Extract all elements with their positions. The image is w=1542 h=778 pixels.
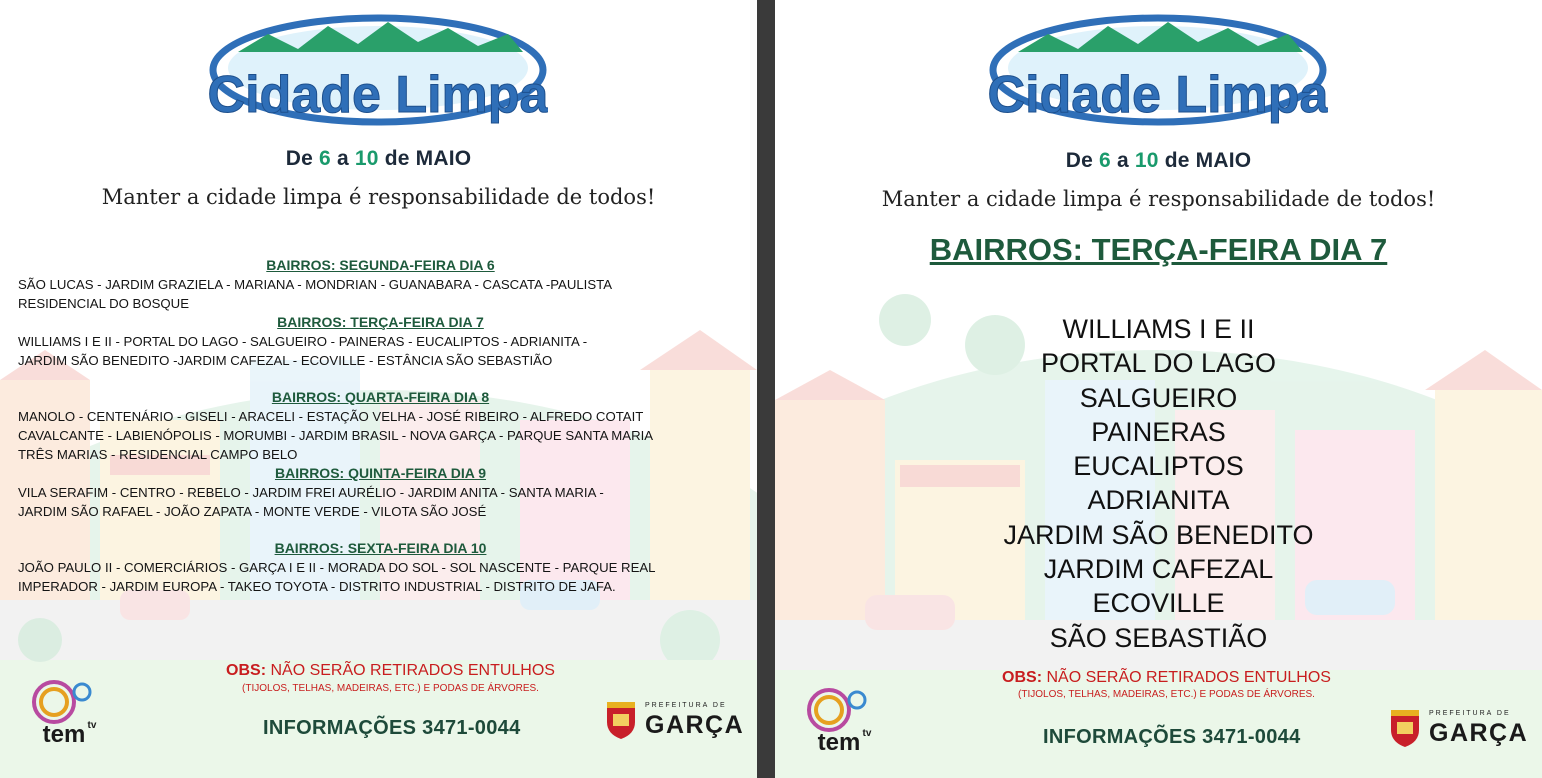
list-item: ECOVILLE (1092, 588, 1225, 619)
neighborhood-line: SÃO LUCAS - JARDIM GRAZIELA - MARIANA - MONDRIAN - GUANABARA - CASCATA -PAULISTA (18, 277, 613, 292)
day-friday (18, 539, 743, 596)
info-phone: INFORMAÇÕES 3471-0044 (263, 717, 521, 739)
prefeitura-label: PREFEITURA DE (645, 702, 727, 709)
day-title: BAIRROS: SEGUNDA-FEIRA DIA 6 (266, 257, 495, 273)
day-thursday (18, 464, 743, 521)
logo-text: Cidade Limpa (208, 66, 548, 124)
city-shield-icon (605, 700, 637, 740)
list-item: WILLIAMS I E II (1062, 314, 1255, 344)
cidade-limpa-logo (988, 4, 1328, 136)
obs-notice-detail: (TIJOLOS, TELHAS, MADEIRAS, ETC.) E PODAS DE ÁRVORES. (242, 683, 539, 694)
list-item: SÃO SEBASTIÃO (1049, 622, 1268, 653)
obs-notice-detail: (TIJOLOS, TELHAS, MADEIRAS, ETC.) E PODAS DE ÁRVORES. (1018, 689, 1315, 700)
list-item: JARDIM SÃO BENEDITO (1003, 519, 1314, 550)
list-item: SALGUEIRO (1079, 382, 1238, 413)
list-item: EUCALIPTOS (1073, 451, 1244, 482)
list-item: ADRIANITA (1087, 485, 1230, 516)
prefeitura-label: PREFEITURA DE (1429, 710, 1511, 717)
neighborhood-line: IMPERADOR - JARDIM EUROPA - TAKEO TOYOTA - DISTRITO INDUSTRIAL - DISTRITO DE JAFA. (18, 579, 616, 594)
tem-tv-logo (30, 678, 102, 748)
neighborhood-line: TRÊS MARIAS - RESIDENCIAL CAMPO BELO (18, 447, 298, 462)
info-phone: INFORMAÇÕES 3471-0044 (1043, 726, 1301, 748)
cidade-limpa-logo (208, 4, 548, 136)
obs-notice: OBS: NÃO SERÃO RETIRADOS ENTULHOS (1002, 669, 1331, 686)
day-title: BAIRROS: QUARTA-FEIRA DIA 8 (271, 389, 490, 405)
tv-logo-text: tv (862, 728, 872, 739)
neighborhood-line: JOÃO PAULO II - COMERCIÁRIOS - GARÇA I E II - MORADA DO SOL - SOL NASCENTE - PARQUE REAL (18, 560, 656, 575)
neighborhood-line: RESIDENCIAL DO BOSQUE (18, 296, 189, 311)
flyer-tuesday-schedule (775, 0, 1542, 778)
tv-logo-text: tv (87, 720, 97, 731)
city-name: GARÇA (1429, 719, 1529, 747)
neighborhood-line: VILA SERAFIM - CENTRO - REBELO - JARDIM FREI AURÉLIO - JARDIM ANITA - SANTA MARIA - (18, 485, 604, 500)
day-title: BAIRROS: TERÇA-FEIRA DIA 7 (929, 232, 1388, 267)
day-title: BAIRROS: QUINTA-FEIRA DIA 9 (274, 465, 487, 481)
neighborhood-line: JARDIM SÃO BENEDITO -JARDIM CAFEZAL - ECOVILLE - ESTÂNCIA SÃO SEBASTIÃO (18, 353, 553, 368)
list-item: PAINERAS (1091, 416, 1226, 447)
flyer-content (0, 0, 757, 778)
list-item: JARDIM CAFEZAL (1043, 554, 1274, 585)
tem-logo-text: tem (817, 729, 861, 756)
tem-tv-logo (805, 686, 877, 756)
slogan: Manter a cidade limpa é responsabilidade de todos! (881, 187, 1436, 211)
neighborhood-line: CAVALCANTE - LABIENÓPOLIS - MORUMBI - JARDIM BRASIL - NOVA GARÇA - PARQUE SANTA MARIA (18, 428, 654, 443)
day-title: BAIRROS: SEXTA-FEIRA DIA 10 (274, 540, 487, 556)
day-monday (18, 256, 743, 313)
city-name: GARÇA (645, 711, 745, 739)
schedule-list (18, 256, 743, 596)
neighborhood-line: JARDIM SÃO RAFAEL - JOÃO ZAPATA - MONTE VERDE - VILOTA SÃO JOSÉ (18, 504, 487, 519)
flyer-content (775, 0, 1542, 778)
neighborhood-line: MANOLO - CENTENÁRIO - GISELI - ARACELI - ESTAÇÃO VELHA - JOSÉ RIBEIRO - ALFREDO COTAIT (18, 409, 644, 424)
city-shield-icon (1389, 708, 1421, 748)
list-item: PORTAL DO LAGO (1040, 348, 1277, 379)
date-range: De 6 a 10 de MAIO (285, 147, 472, 170)
tem-logo-text: tem (42, 721, 86, 748)
logo-text: Cidade Limpa (988, 66, 1328, 124)
day-tuesday (18, 313, 743, 370)
flyer-weekly-schedule (0, 0, 757, 778)
obs-notice: OBS: NÃO SERÃO RETIRADOS ENTULHOS (226, 662, 555, 679)
slogan: Manter a cidade limpa é responsabilidade de todos! (101, 185, 656, 209)
day-wednesday (18, 388, 743, 464)
neighborhood-line: WILLIAMS I E II - PORTAL DO LAGO - SALGUEIRO - PAINERAS - EUCALIPTOS - ADRIANITA - (18, 334, 588, 349)
day-title: BAIRROS: TERÇA-FEIRA DIA 7 (277, 314, 484, 330)
neighborhood-list (775, 312, 1542, 655)
date-range: De 6 a 10 de MAIO (1065, 149, 1252, 172)
